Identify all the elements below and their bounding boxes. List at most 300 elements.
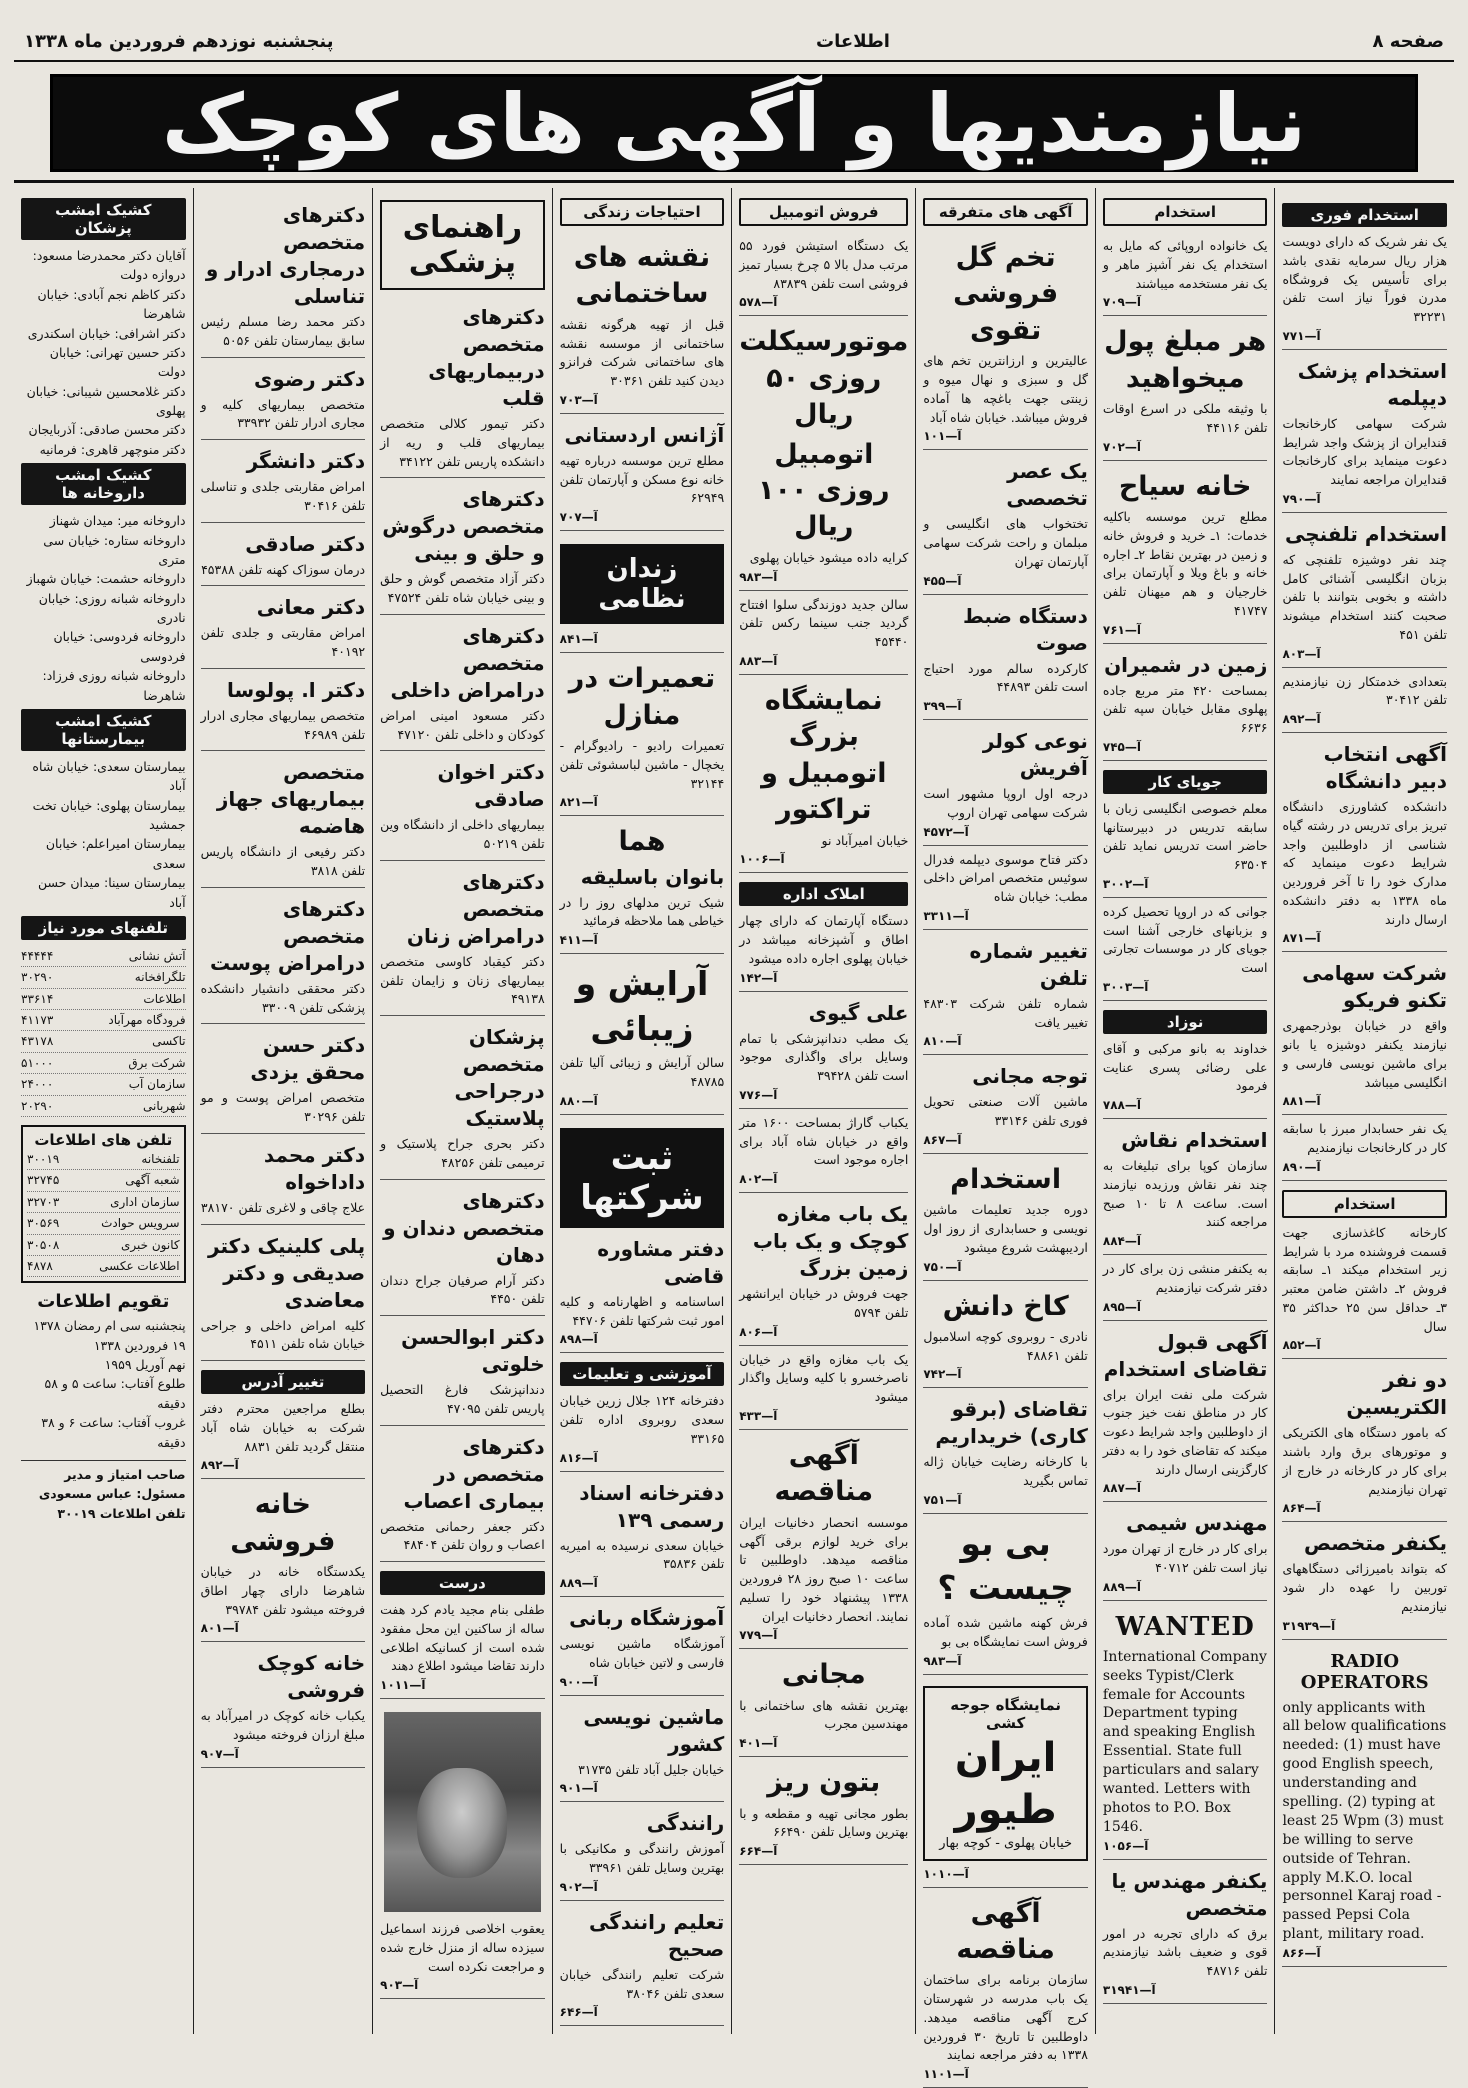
- ad-code: آ—۱۰۱۰: [923, 1866, 969, 1881]
- ad-family-cook: [1103, 232, 1268, 316]
- ad-title: استخدام پزشک دیپلمه: [1297, 358, 1447, 410]
- ad-tailor-salon: [739, 591, 908, 675]
- registration-logo: ثبت شرکتها: [560, 1128, 725, 1228]
- issue-date: پنجشنبه نوزدهم فروردین ماه ۱۳۳۸: [24, 30, 334, 52]
- ad-free-plans: [739, 1649, 908, 1757]
- ad-text: یک خانواده اروپائی که مایل به استخدام یک نفر آشپز ماهر و یک نفر مستخدمه میباشند: [1102, 238, 1268, 291]
- ad-iran-tayour: [923, 1675, 1088, 1888]
- ad-text: یعقوب اخلاصی فرزند اسماعیل سیزده ساله از منزل خارج شده و مراجعت نکرده است: [380, 1921, 545, 1974]
- ad-text: متخصص بیماریهای کلیه و مجاری ادرار تلفن ۳۳۹۳۲: [200, 396, 366, 431]
- ad-text: سالن جدید دوزندگی سلوا افتتاح گردید جنب سینما رکس تلفن ۴۵۴۴۰: [739, 596, 909, 650]
- ad-polyclinic: [201, 1225, 366, 1362]
- ad-title: دکتر حسن محقق یزدی: [250, 1033, 366, 1085]
- phone-name: سازمان اداری: [110, 1194, 180, 1209]
- ad-text: بتعدادی خدمتکار زن نیازمندیم تلفن ۳۰۴۱۲: [1282, 673, 1447, 708]
- ad-code: آ—۸۱۰: [923, 1034, 962, 1049]
- ad-text: که بتواند بامیرزائی دستگاههای توربین را عهده دار شود نیازمندیم: [1282, 1561, 1447, 1614]
- ad-text: فرش کهنه ماشین شده آماده فروش است نمایشگاه بی بو: [923, 1615, 1088, 1649]
- ad-university-teacher: [1282, 733, 1447, 952]
- ad-title: دکتر دانشگر: [246, 449, 366, 473]
- phone-number: ۵۱۰۰۰: [21, 1055, 54, 1070]
- ad-text: واقع در خیابان بوذرجمهری نیازمند یکنفر دوشیزه یا بانو برای ماشین نویسی فارسی و انگلیسی میباشد: [1282, 1018, 1447, 1090]
- ad-oil-company: [1103, 1321, 1268, 1503]
- ad-code: آ—۹۸۳: [739, 569, 778, 584]
- ad-text: دندانپزشک فارغ التحصیل پاریس تلفن ۴۷۰۹۵: [380, 1382, 545, 1416]
- ettelaat-phones-box: [21, 1125, 186, 1283]
- calendar-line: ۱۹ فروردین ۱۳۳۸: [93, 1337, 186, 1353]
- ad-code: آ—۸۸۰: [559, 1093, 598, 1108]
- ad-text: کلیه امراض داخلی و جراحی خیابان شاه تلفن ۴۵۱۱: [200, 1317, 366, 1352]
- ad-code: آ—۴۵۵: [923, 573, 962, 588]
- phone-number: ۴۳۱۷۸: [21, 1034, 54, 1049]
- ad-title: پزشکان متخصص درجراحی پلاستیک: [454, 1025, 545, 1130]
- phone-row: [21, 946, 186, 967]
- ad-text: دکتر محققی دانشیار دانشکده پزشکی تلفن ۳۳۰۰۹: [200, 980, 366, 1015]
- ad-title: آگهی مناقصه: [774, 1439, 874, 1508]
- phone-name: کانون خبری: [120, 1237, 180, 1252]
- ad-text: جهت فروش در خیابان ایرانشهر تلفن ۵۷۹۴: [739, 1286, 909, 1320]
- ad-urgent-hire: [1282, 194, 1447, 350]
- ad-title: آگهی مناقصه: [956, 1897, 1055, 1965]
- ad-shop-naserkhosro: [739, 1346, 908, 1430]
- ad-code: آ—۶۶۴: [739, 1844, 778, 1859]
- ad-code: آ—۷۷۱: [1282, 328, 1321, 343]
- ad-text: تعمیرات رادیو - رادیوگرام - یخچال - ماشین لباسشوئی تلفن ۳۲۱۴۴: [559, 738, 725, 791]
- phone-name: اطلاعات: [143, 991, 186, 1006]
- ad-operator-hire: [1282, 513, 1447, 668]
- page-header-strip: [14, 22, 1454, 62]
- ad-title: دکتر صادقی: [245, 531, 366, 556]
- logo-top-text: نمایشگاه جوجه کشی: [950, 1695, 1062, 1732]
- ad-title: WANTED: [1115, 1611, 1255, 1642]
- ad-title: پلی کلینیک دکتر صدیقی و دکتر معاضدی: [208, 1233, 366, 1312]
- ad-text: سازمان برنامه برای ساختمان یک باب مدرسه در شهرستان کرج آگهی مناقصه میدهد. داوطلبین تا تاریخ ۳۰ فروردین ۱۳۳۸ به دفتر مراجعه نمایند: [923, 1972, 1088, 2063]
- ad-tender-tobacco: [739, 1430, 908, 1649]
- doctor-entry: دکتر اشرافی: خیابان اسکندری: [27, 325, 186, 341]
- ad-code: آ—۸۹۰: [1282, 1159, 1321, 1174]
- ad-title: ماشین نویسی کشور: [583, 1704, 725, 1756]
- ad-title: دکترهای متخصص دربیماریهای قلب: [428, 305, 545, 410]
- column-2: [1095, 188, 1275, 2034]
- ad-radio-operators: [1282, 1640, 1447, 1968]
- ad-dr-maani: [201, 586, 366, 669]
- ad-title: مهندس شیمی: [1126, 1511, 1268, 1536]
- ad-title: یکنفر مهندس یا متخصص: [1111, 1868, 1268, 1920]
- doctor-entry: دکتر حسین تهرانی: خیابان دولت: [49, 344, 186, 380]
- pharmacy-entry: داروخانه حشمت: خیابان شهباز: [26, 571, 186, 587]
- ad-code: آ—۷۵۰: [923, 1259, 962, 1274]
- ad-title: آگهی قبول تقاضای استخدام: [1103, 1329, 1268, 1381]
- ad-rabbani-school: [560, 1597, 725, 1696]
- column-1: [1274, 188, 1454, 2034]
- ad-title: دکتر محمد داداخواه: [263, 1142, 366, 1194]
- ad-dr-dadkhah: [201, 1134, 366, 1225]
- ad-code: آ—۸۸۷: [1102, 1481, 1142, 1496]
- ad-title: علی گیوی: [808, 1000, 909, 1025]
- ad-driving: [560, 1802, 725, 1901]
- ad-title: یکنفر متخصص: [1303, 1531, 1447, 1556]
- ad-title: دکترهای متخصص دندان و دهان: [383, 1188, 545, 1267]
- ad-title: آموزشگاه ربانی: [569, 1606, 725, 1631]
- ad-text: علاج چاقی و لاغری تلفن ۳۸۱۷۰: [200, 1199, 366, 1215]
- phone-name: اطلاعات عکسی: [99, 1258, 180, 1273]
- ad-text: برق که دارای تجربه در امور قوی و ضعیف باشد نیازمندیم تلفن ۴۸۷۱۶: [1102, 1925, 1268, 1979]
- phone-number: ۴۸۷۸: [27, 1258, 53, 1273]
- ad-code: آ—۸۹۲: [200, 1458, 239, 1473]
- ad-code: آ—۳۱۹۴۱: [1102, 1982, 1156, 1997]
- ad-text: کرایه داده میشود خیابان پهلوی: [749, 549, 909, 565]
- ad-text: دوره جدید تعلیمات ماشین نویسی و حسابداری از روز اول اردیبهشت شروع میشود: [923, 1202, 1088, 1255]
- ad-code: آ—۹۰۱: [559, 1781, 598, 1796]
- ad-notary-124: [560, 1353, 725, 1471]
- ad-code: آ—۴۳۳: [739, 1408, 778, 1423]
- medical-guide-logo: [380, 200, 545, 290]
- ad-text: خیابان جلیل آباد تلفن ۳۱۷۳۵: [578, 1761, 725, 1777]
- masthead-rule: [14, 180, 1454, 183]
- ad-text: سازمان کوپا برای تبلیغات به چند نفر نقاش ورزیده نیازمند است. ساعت ۸ تا ۱۰ صبح مراجعه کنند: [1102, 1158, 1268, 1230]
- phone-row: [27, 1256, 180, 1277]
- ad-typing-school: [560, 1696, 725, 1803]
- ad-motorcycle-rental: [739, 316, 908, 590]
- ad-code: آ—۸۸۴: [1102, 1234, 1142, 1249]
- ad-home-repairs: [560, 653, 725, 816]
- pharmacy-entry: داروخانه شبانه روزی فرزاد: شاهرضا: [42, 668, 186, 703]
- ad-code: آ—۳۰۰۳: [1102, 979, 1149, 994]
- ad-technofrico: [1282, 952, 1447, 1115]
- phone-number: ۴۱۱۷۳: [21, 1013, 54, 1028]
- ad-code: آ—۹۰۲: [559, 1879, 598, 1894]
- ad-text: یکدستگاه خانه در خیابان شاهرضا دارای چهار اطاق فروخته میشود تلفن ۳۹۷۸۴: [200, 1564, 366, 1617]
- phone-number: ۲۰۲۹۰: [21, 1098, 54, 1113]
- ad-painter-hire: [1103, 1119, 1268, 1255]
- ad-code: آ—۳۱۹۳۹: [1282, 1618, 1336, 1633]
- ad-internal-doctors: [380, 615, 545, 752]
- ad-title: بتون ریز: [767, 1767, 881, 1799]
- ad-text: دکتر جعفر رحمانی متخصص اعصاب و روان تلفن ۴۸۴۰۴: [380, 1518, 545, 1553]
- masthead: نیازمندیها و آگهی های کوچک: [50, 74, 1418, 172]
- ad-dr-sadeghi: [201, 523, 366, 587]
- ad-title: توجه مجانی: [972, 1064, 1088, 1089]
- ad-doctor-mousavi: [923, 846, 1088, 930]
- ad-wanted-typist: [1103, 1601, 1268, 1860]
- ad-text: معلم خصوصی انگلیسی زبان با سابقه تدریس در دبیرستانها حاضر است تدریس نماید تلفن ۶۳۵۰۴: [1102, 800, 1268, 873]
- ad-title-2: اتومبیل روزی ۱۰۰ ریال: [758, 438, 890, 543]
- ad-urology: [201, 194, 366, 358]
- ad-women-doctors: [380, 861, 545, 1016]
- ad-code: آ—۸۴۱: [559, 632, 598, 647]
- ad-code: آ—۵۷۸: [739, 295, 778, 310]
- phone-name: فرودگاه مهرآباد: [108, 1013, 186, 1028]
- doctor-entry: دکتر غلامحسین شیبانی: خیابان پهلوی: [26, 383, 186, 418]
- phone-row: [21, 989, 186, 1010]
- ad-ent-doctors: [380, 478, 545, 615]
- ad-code: آ—۷۰۹: [1102, 295, 1142, 310]
- ad-title: دکترهای متخصص درامراض زنان: [406, 869, 545, 948]
- ad-text: دکتر آرام صرفیان جراح دندان تلفن ۴۴۵۰: [380, 1272, 545, 1307]
- ad-car-showroom: [739, 675, 908, 874]
- ad-code: آ—۴۱۱: [559, 933, 598, 948]
- ad-dental-office: [739, 992, 908, 1109]
- phone-name: سرویس حوادث: [101, 1216, 180, 1231]
- ad-title: RADIO OPERATORS: [1300, 1650, 1429, 1693]
- ad-code: آ—۸۶۷: [923, 1132, 962, 1147]
- ad-text: بیماریهای داخلی از دانشگاه وین تلفن ۵۰۲۱۹: [380, 817, 545, 851]
- ad-text: دکتر تیمور کلالی متخصص بیماریهای قلب و ریه از دانشکده پاریس تلفن ۳۴۱۲۲: [380, 416, 545, 469]
- phone-number: ۳۰۵۰۸: [27, 1237, 60, 1252]
- section-header-misc: آگهی های متفرقه: [923, 198, 1088, 226]
- ad-code: آ—۷۴۵: [1102, 739, 1142, 754]
- ad-code: آ—۸۷۱: [1282, 931, 1321, 946]
- ad-dr-akhavan: [380, 751, 545, 861]
- ad-text: با کارخانه رضایت خیابان ژاله تماس بگیرید: [923, 1454, 1088, 1489]
- medical-guide-title: راهنمای پزشکی: [402, 210, 523, 280]
- calendar-line: پنجشنبه سی ام رمضان ۱۳۷۸: [33, 1318, 186, 1334]
- ad-text: International Company seeks Typist/Clerk female for Accounts Department typing and speaking English Essential. State full particulars and salary wanted. Letters with photos to P.O. Box 1546.: [1102, 1648, 1267, 1835]
- ad-text: درجه اول اروپا مشهور است شرکت سهامی تهران اروپ: [923, 786, 1088, 820]
- ad-title: نمایشگاه بزرگ اتومبیل و تراکتور: [761, 684, 887, 826]
- phone-row: [27, 1213, 180, 1234]
- ad-missing-child: [380, 1562, 545, 1699]
- phone-row: [27, 1149, 180, 1170]
- ad-title: هما: [618, 826, 666, 858]
- ad-code: آ—۸۰۳: [1282, 646, 1321, 661]
- ad-title: یک عصر تخصصی: [1006, 459, 1088, 511]
- ad-code: آ—۸۲۱: [559, 795, 598, 810]
- missing-person-photo: [384, 1712, 541, 1912]
- ad-text: یکباب خانه کوچک در امیرآباد به مبلغ ارزان فروخته میشود: [200, 1708, 366, 1743]
- doctors-on-call-list: [21, 246, 186, 459]
- phone-number: ۳۲۷۴۵: [27, 1173, 60, 1188]
- phone-name: تلفنخانه: [141, 1152, 180, 1166]
- phone-name: تاکسی: [152, 1034, 186, 1049]
- ad-garage: [739, 1109, 908, 1193]
- ad-title: رانندگی: [646, 1811, 725, 1836]
- ad-title: دکترهای متخصص درمجاری ادرار و تناسلی: [205, 203, 366, 308]
- ad-specialist: [1282, 1522, 1447, 1639]
- phone-number: ۴۴۴۴۴: [21, 948, 54, 963]
- ad-text: یک دستگاه استیشن فورد ۵۵ مرتب مدل بالا ۵ چرخ بسیار تمیز فروشی است تلفن ۸۳۸۳۹: [739, 238, 909, 291]
- ad-title: تقاضای (برقو کاری) خریداریم: [935, 1397, 1088, 1449]
- phone-name: سازمان آب: [128, 1077, 186, 1092]
- ad-secretary: [1103, 1255, 1268, 1321]
- section-header-employment: استخدام: [1103, 198, 1268, 226]
- ad-title: کاخ دانش: [942, 1290, 1069, 1322]
- ad-text: امراض مقاربتی و جلدی تلفن ۴۰۱۹۲: [200, 625, 366, 659]
- ad-title: استخدام نقاش: [1121, 1128, 1268, 1153]
- section-header: املاک اداره: [739, 882, 908, 906]
- ad-text: بهترین نقشه های ساختمانی با مهندسین مجرب: [739, 1697, 909, 1732]
- ad-text: ماشین آلات صنعتی تحویل فوری تلفن ۳۳۱۴۶: [923, 1094, 1088, 1129]
- ad-code: آ—۸۱۶: [559, 1450, 598, 1465]
- pharmacy-entry: داروخانه فردوسی: خیابان فردوسی: [53, 629, 186, 664]
- ad-building-plans: [560, 232, 725, 414]
- ad-title: دکتر ا. پولوسا: [226, 677, 366, 702]
- ad-title: نوعی کولر آفریش: [982, 729, 1088, 781]
- ad-title: شرکت سهامی تکنو فریکو: [1302, 961, 1447, 1013]
- ad-title: تعمیرات در منازل: [568, 663, 716, 731]
- section-header-pharmacies: کشیک امشب داروخانه ها: [21, 463, 186, 505]
- ad-text: بطور مجانی تهیه و مقطعه و با بهترین وسایل تلفن ۶۶۴۹۰: [739, 1805, 909, 1840]
- ad-title: دکتر اخوان صادقی: [437, 760, 545, 812]
- ad-code: آ—۳۹۹: [923, 699, 962, 714]
- ad-text: آموزشگاه ماشین نویسی فارسی و لاتین خیابان شاه: [559, 1636, 725, 1670]
- ad-title: نقشه های ساختمانی: [573, 242, 711, 310]
- ad-khane-sayah: [1103, 461, 1268, 644]
- ad-text: چند نفر دوشیزه تلفنچی که بزبان انگلیسی آشنائی کامل داشته و بخوبی بتوانند با تلفن صحبت کنند استخدام میشوند تلفن ۴۵۱: [1282, 551, 1447, 642]
- ad-beds: [923, 450, 1088, 594]
- ad-title: تعلیم رانندگی صحیح: [588, 1909, 725, 1961]
- ad-title: دکترهای متخصص در بیماری اعصاب: [403, 1434, 545, 1513]
- ad-code: آ—۴۰۱: [739, 1736, 778, 1751]
- ad-text: قبل از تهیه هرگونه نقشه ساختمانی از موسسه نقشه های ساختمانی شرکت فرانزو دیدن کنید تلفن ۳۰۳۶۱: [559, 316, 725, 389]
- ad-code: آ—۷۰۳: [559, 392, 598, 407]
- ad-code: آ—۷۴۲: [923, 1367, 962, 1382]
- ad-title: دکترهای متخصص درامراض پوست: [210, 896, 366, 975]
- ad-electricians: [1282, 1359, 1447, 1522]
- ad-text: شرکت تعلیم رانندگی خیابان سعدی تلفن ۳۸۰۴۶: [559, 1966, 725, 2001]
- publisher-address: تلفن اطلاعات ۳۰۰۱۹: [57, 1505, 186, 1521]
- ad-code: آ—۸۰۱: [200, 1621, 239, 1636]
- ad-title: یک باب مغازه کوچک و یک باب زمین بزرگ: [752, 1202, 909, 1281]
- phone-name: شهربانی: [143, 1098, 186, 1113]
- hospital-entry: بیمارستان امیراعلم: خیابان سعدی: [45, 836, 186, 871]
- ad-dr-razavi: [201, 358, 366, 441]
- doctor-entry: دکتر منوچهر قاهری: فرمانیه: [39, 441, 186, 457]
- ad-title: مجانی: [781, 1659, 866, 1691]
- ad-text: موسسه انحصار دخانیات ایران برای خرید لوازم برقی آگهی مناقصه میدهد. داوطلبین تا ساعت ۱۰ صبح روز ۲۸ فروردین ۱۳۳۸ پیشنهاد خود را تسلیم نمایند. انحصار دخانیات ایران: [739, 1514, 909, 1624]
- phone-name: آتش نشانی: [128, 948, 186, 963]
- section-header: نوزاد: [1103, 1010, 1268, 1034]
- section-header: تغییر آدرس: [201, 1370, 366, 1394]
- ad-title: دو نفر الکتریسین: [1346, 1368, 1447, 1420]
- phone-name: شرکت برق: [128, 1055, 186, 1070]
- ad-text: دانشکده کشاورزی دانشگاه تبریز برای تدریس در رشته گیاه شناسی از داوطلبین واجد شرایط دعوت مینماید که مدارک خود را تا آخر فروردین ماه ۱۳۳۸ به دفتر دانشکده ارسال دارند: [1282, 799, 1448, 927]
- ad-text: یک باب مغازه واقع در خیابان ناصرخسرو با کلیه وسایل واگذار میشود: [739, 1351, 909, 1405]
- ad-phone-change: [923, 930, 1088, 1056]
- ad-code: آ—۸۶۴: [1282, 1501, 1321, 1516]
- ad-driving-correct: [560, 1901, 725, 2027]
- doctor-entry: دکتر محسن صادقی: آذربایجان: [28, 422, 186, 438]
- ad-buying: [923, 1388, 1088, 1514]
- phone-name: شعبه آگهی: [125, 1173, 180, 1188]
- ad-text: بطلع مراجعین محترم دفتر شرکت به خیابان شاه آباد منتقل گردید تلفن ۸۸۳۱: [200, 1401, 366, 1454]
- phone-number: ۳۲۷۰۳: [27, 1194, 60, 1209]
- ad-job-seeker-teacher: [1103, 761, 1268, 898]
- ad-heart-doctors: [380, 296, 545, 478]
- ad-text: شیک ترین مدلهای روز را در خیاطی هما ملاحظه فرمائید: [559, 894, 725, 929]
- ad-text: دکتر آزاد متخصص گوش و حلق و بینی خیابان شاه تلفن ۴۷۵۲۴: [380, 571, 545, 605]
- hospital-entry: بیمارستان پهلوی: خیابان تخت جمشید: [32, 797, 186, 832]
- ad-title: دکتر معانی: [256, 595, 366, 620]
- ad-servant-hire: [1282, 668, 1447, 734]
- ad-title: زمین در شمیران: [1104, 652, 1268, 677]
- ad-text: کارکرده سالم مورد احتیاج است تلفن ۴۴۸۹۳: [923, 660, 1088, 695]
- section-header-doctors-on-call: کشیک امشب پزشکان: [21, 198, 186, 240]
- ad-title: بی بو چیست ؟: [937, 1523, 1074, 1608]
- ad-code: آ—۱۰۱۱: [380, 1678, 426, 1692]
- ad-title: استخدام: [950, 1163, 1062, 1195]
- section-header-life-needs: احتیاجات زندگی: [560, 198, 725, 226]
- ad-code: آ—۸۸۹: [1102, 1579, 1142, 1594]
- phone-row: [27, 1170, 180, 1191]
- calendar-line: غروب آفتاب: ساعت ۶ و ۳۸ دقیقه: [41, 1415, 186, 1450]
- ad-text: طفلی بنام مجید یادم کرد هفت ساله از ساکنین این محل مفقود شده است از کسانیکه اطلاعی دارند تقاضا میشود اطلاع دهند: [380, 1602, 545, 1674]
- useful-phones-list: [21, 946, 186, 1117]
- ad-small-house: [201, 1642, 366, 1768]
- ad-code: آ—۸۸۳: [739, 653, 778, 668]
- ad-code: آ—۹۸۳: [923, 1653, 962, 1668]
- iran-tayour-logo: [923, 1686, 1088, 1861]
- ad-text: دفترخانه ۱۲۴ جلال زرین خیابان سعدی روبروی اداره تلفن ۳۳۱۶۵: [559, 1393, 725, 1446]
- ad-text: امراض مقاربتی جلدی و تناسلی تلفن ۳۰۴۱۶: [200, 479, 366, 513]
- ad-title: خانه کوچک فروشی: [257, 1651, 366, 1703]
- ad-title: موتورسیکلت روزی ۵۰ ریال: [739, 326, 909, 431]
- ad-text: کارخانه کاغذسازی جهت قسمت فروشنده مرد با شرایط زیر استخدام میکند ۱ـ سابقه فروش ۲ـ داشتن ضامن معتبر ۳ـ حداقل سن ۲۵ حداکثر ۳۵ سال: [1282, 1224, 1447, 1334]
- ad-text: درمان سوزاک کهنه تلفن ۴۵۳۸۸: [201, 561, 366, 577]
- ad-code: آ—۸۸۹: [559, 1576, 598, 1591]
- banner-logo: زندان نظامی: [560, 544, 725, 624]
- section-header: استخدام: [1282, 1190, 1447, 1218]
- ad-code: آ—۱۰۱: [923, 429, 962, 444]
- ad-text: دکتر فتاح موسوی دیپلمه فدرال سوئیس متخصص امراض داخلی مطب: خیابان شاه: [923, 851, 1088, 905]
- ad-code: آ—۱۰۰۶: [739, 852, 785, 867]
- phone-row: [21, 1031, 186, 1052]
- ad-doctor-hire: [1282, 350, 1447, 513]
- ad-ardestani-agency: [560, 414, 725, 531]
- ad-code: آ—۸۹۸: [559, 1332, 598, 1347]
- column-6: [372, 188, 552, 2034]
- ad-title: هر مبلغ پول میخواهید: [1104, 326, 1267, 394]
- ad-title: تخم گل فروشی تقوی: [953, 242, 1059, 346]
- ad-text: نادری - روبروی کوچه اسلامبول تلفن ۴۸۸۶۱: [923, 1328, 1088, 1363]
- ad-text: یک مطب دندانپزشکی با تمام وسایل برای واگذاری موجود است تلفن ۳۹۴۲۸: [739, 1030, 909, 1084]
- ad-money-loan: [1103, 316, 1268, 460]
- ad-text: جوانی که در اروپا تحصیل کرده و بزبانهای خارجی آشنا است جویای کار در موسسات تجارتی است: [1102, 903, 1268, 976]
- ad-text: یک نفر حسابدار مبرز با سابقه کار در کارخانجات نیازمندیم: [1282, 1121, 1447, 1155]
- calendar-title: تقویم اطلاعات: [37, 1291, 170, 1313]
- hospitals-list: [21, 757, 186, 912]
- ad-code: آ—۷۸۸: [1102, 1098, 1142, 1113]
- ad-apartment: [739, 873, 908, 991]
- phone-number: ۳۰۵۶۹: [27, 1216, 60, 1231]
- column-8: [14, 188, 193, 2034]
- ad-beauty-salon: [560, 954, 725, 1115]
- ad-code: آ—۸۹۲: [1282, 712, 1321, 726]
- pharmacy-entry: داروخانه میر: میدان شهناز: [49, 513, 186, 529]
- ad-code: آ—۱۰۵۶: [1102, 1838, 1149, 1853]
- paper-name: اطلاعات: [816, 30, 890, 52]
- calendar-block: [21, 1316, 186, 1452]
- ad-plastic-surgery: [380, 1016, 545, 1180]
- ad-code: آ—۸۵۲: [1282, 1338, 1321, 1353]
- ad-text: دکتر محمد رضا مسلم رئیس سابق بیمارستان تلفن ۵۰۵۶: [200, 314, 366, 348]
- ad-text: دکتر رفیعی از دانشگاه پاریس تلفن ۳۸۱۸: [200, 844, 366, 878]
- logo-main-text: ایران طیور: [954, 1734, 1057, 1833]
- ad-title: دکترهای متخصص درامراض داخلی: [390, 623, 545, 702]
- hospital-entry: بیمارستان سعدی: خیابان شاه آباد: [32, 758, 186, 794]
- phone-row: [27, 1235, 180, 1256]
- ad-text: دکتر کیقباد کاوسی متخصص بیماریهای زنان و زایمان تلفن ۴۹۱۳۸: [380, 953, 545, 1007]
- ad-code: آ—۷۷۹: [739, 1628, 778, 1643]
- ad-title: استخدام تلفنچی: [1284, 521, 1447, 546]
- doctor-entry: آقایان دکتر محمدرضا مسعود: دروازه دولت: [32, 248, 186, 283]
- ad-title: دستگاه ضبط صوت: [962, 603, 1088, 655]
- ad-text: به یکنفر منشی زن برای کار در دفتر شرکت نیازمندیم: [1102, 1261, 1268, 1295]
- section-header-useful-phones: تلفنهای مورد نیاز: [21, 916, 186, 940]
- classified-columns: [14, 188, 1454, 2082]
- ad-text: دستگاه آپارتمان که دارای چهار اطاق و آشپزخانه میباشد در خیابان پهلوی اجاره داده میشود: [739, 913, 909, 966]
- ad-missing-youth: [380, 1699, 545, 1999]
